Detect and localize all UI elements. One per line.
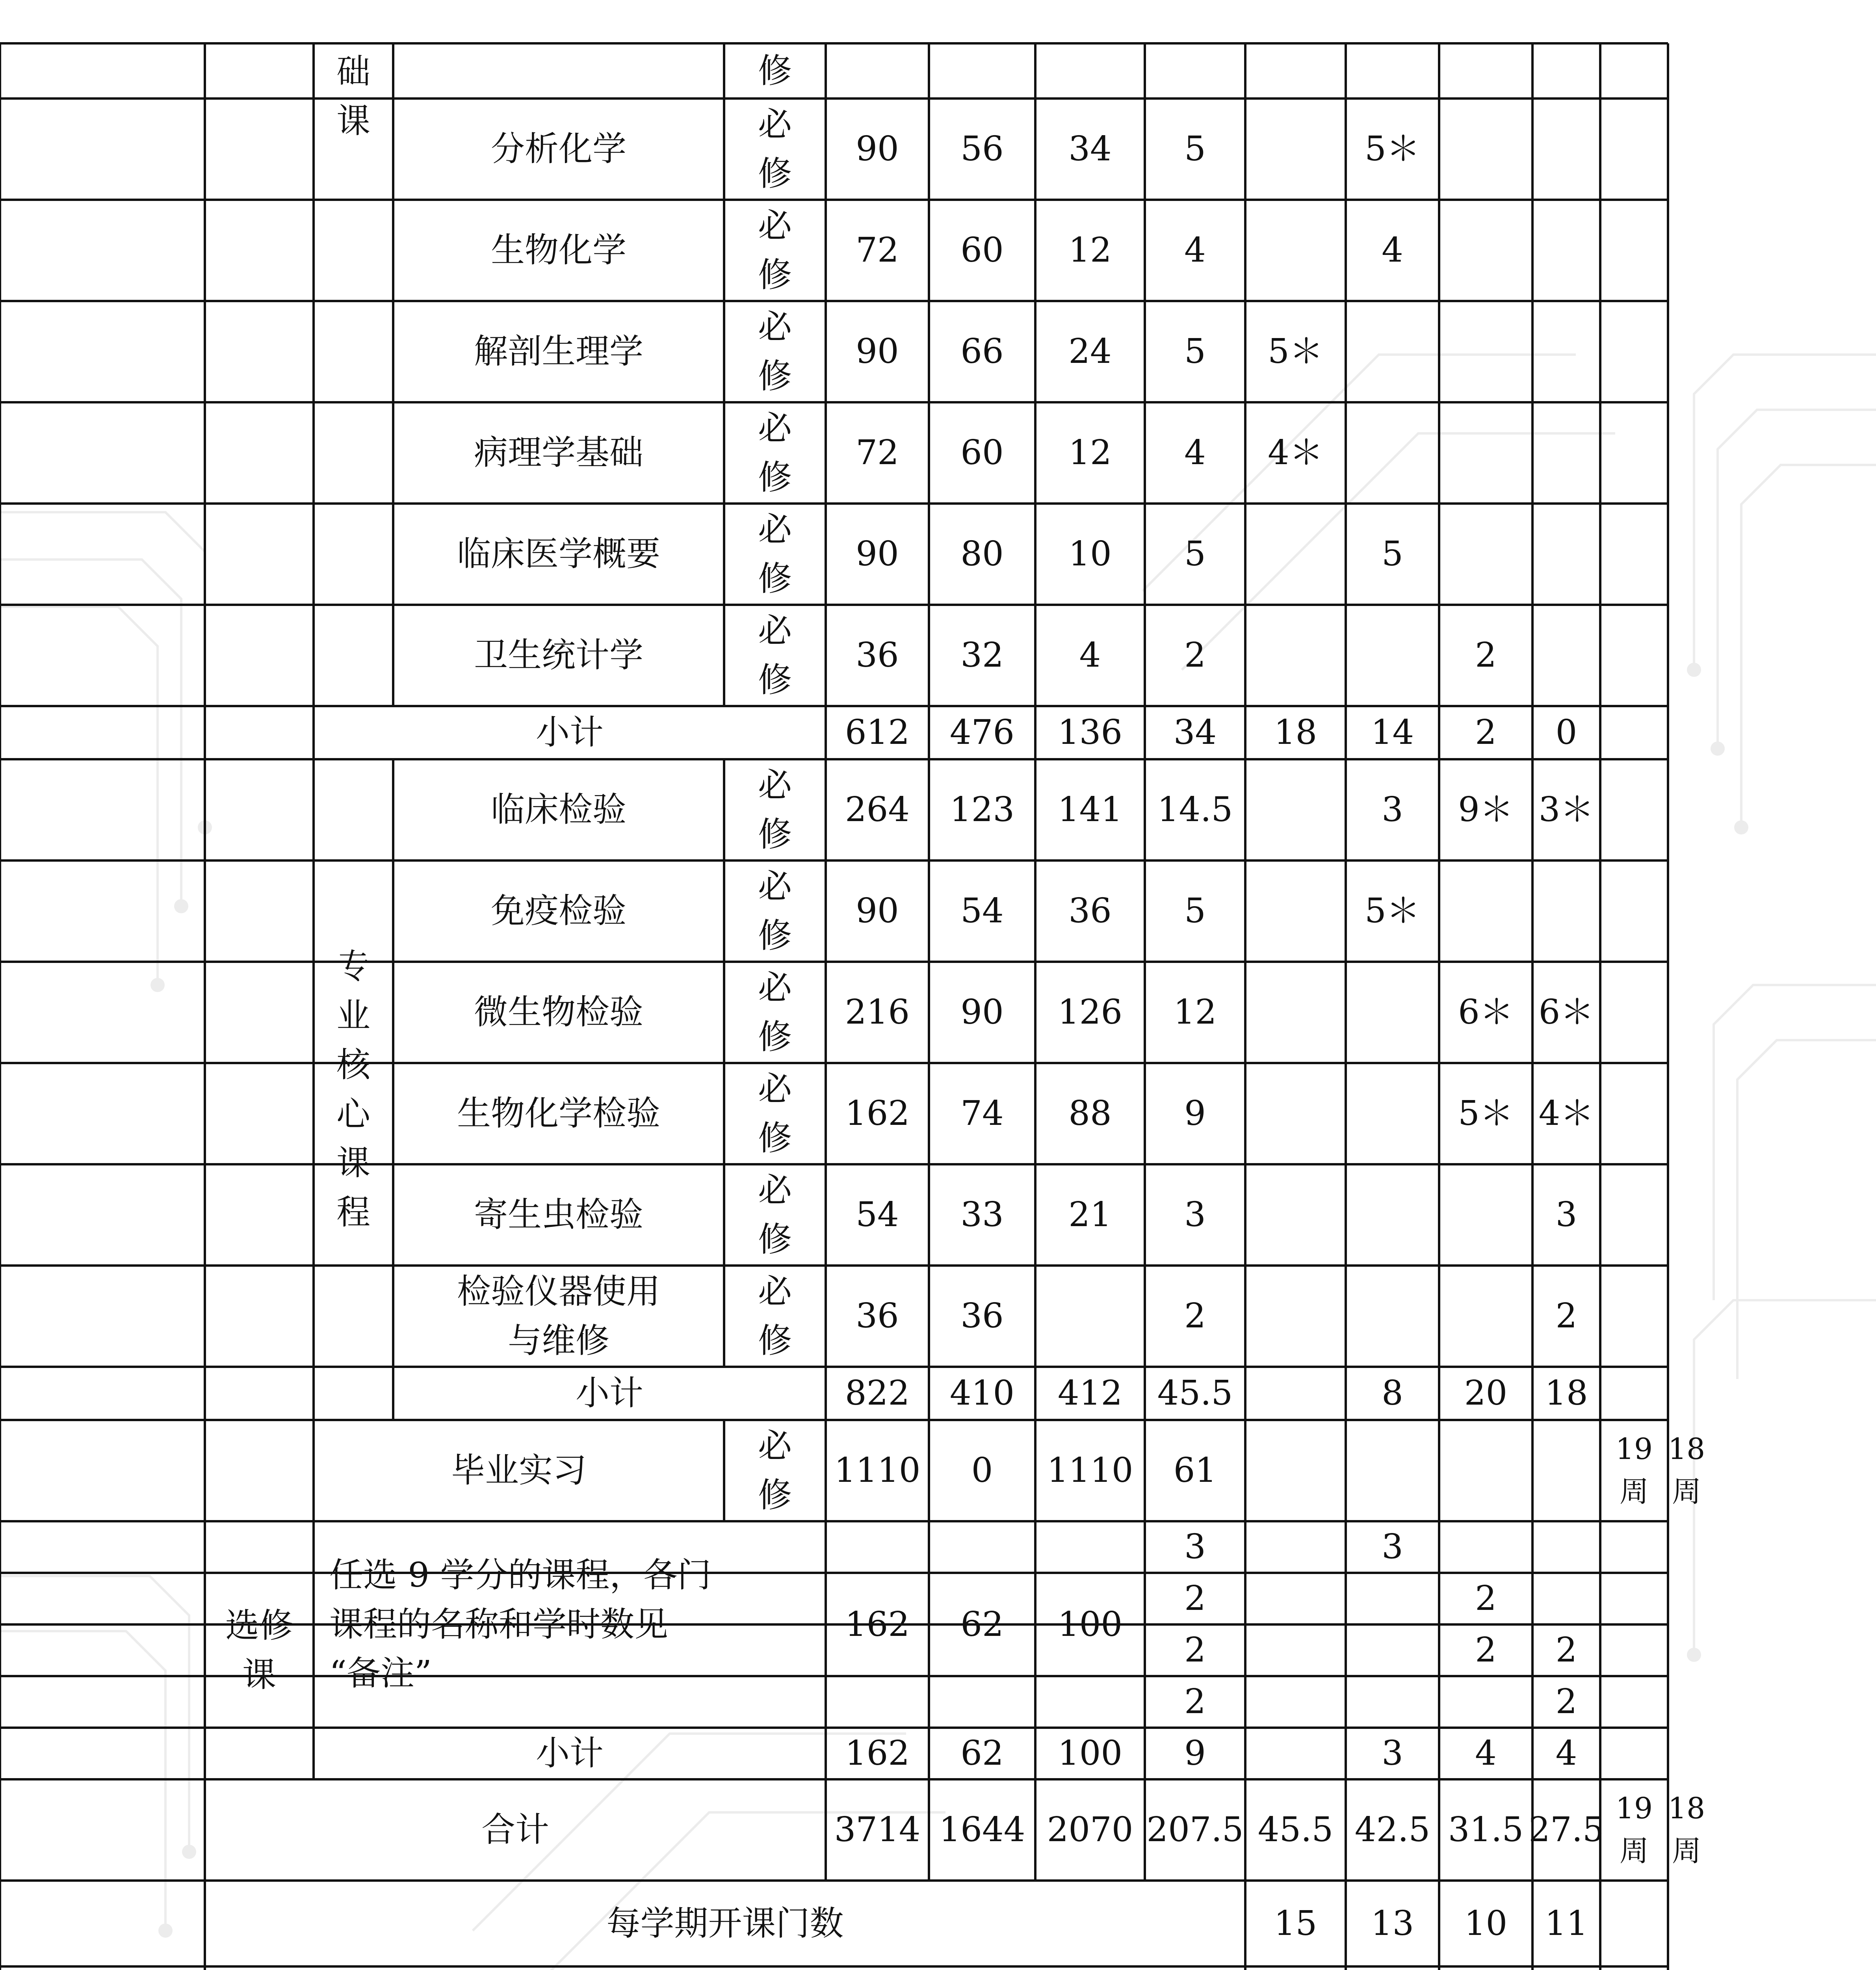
- required-type-cell: 必 修: [758, 307, 792, 396]
- weeks-cell: 18 周: [1668, 1792, 1705, 1868]
- data-cell: [1600, 1521, 1668, 1573]
- data-cell: [1439, 301, 1532, 402]
- data-cell: 14.5: [1157, 790, 1233, 830]
- subtotal-cell: 14: [1371, 713, 1414, 753]
- data-cell: 72: [856, 433, 899, 473]
- required-type-cell: 必 修: [758, 611, 792, 700]
- data-cell: 2: [1184, 636, 1206, 675]
- subtotal-cell: 18: [1274, 713, 1317, 753]
- data-cell: [1439, 1266, 1532, 1367]
- data-cell: [1245, 1573, 1346, 1624]
- required-type-cell: 必 修: [758, 968, 792, 1057]
- data-cell: 3: [1382, 1527, 1403, 1567]
- data-cell: 24: [1068, 332, 1112, 372]
- data-cell: [1346, 1063, 1439, 1164]
- weeks-cell: 19 周: [1615, 1792, 1653, 1868]
- subtotal-cell: 136: [1057, 713, 1123, 753]
- data-cell: 2: [1555, 1296, 1577, 1336]
- data-cell: 100: [1057, 1604, 1123, 1644]
- subtotal-label: 小计: [536, 1734, 604, 1773]
- data-cell: 60: [960, 230, 1004, 270]
- data-cell: [1346, 1624, 1439, 1676]
- data-cell: 36: [1068, 891, 1112, 931]
- data-cell: 88: [1068, 1094, 1112, 1134]
- summary-cell: 13: [1371, 1903, 1414, 1943]
- data-cell: 9＊: [1458, 790, 1514, 830]
- data-cell: [1600, 1063, 1668, 1164]
- data-cell: [1600, 1266, 1668, 1367]
- data-cell: [1439, 1521, 1532, 1573]
- data-cell: [1346, 402, 1439, 504]
- total-cell: 42.5: [1354, 1810, 1430, 1850]
- required-type-cell: 必 修: [758, 1271, 792, 1360]
- data-cell: [929, 43, 1035, 98]
- data-cell: [1600, 504, 1668, 605]
- total-cell: 3714: [834, 1810, 921, 1850]
- data-cell: 4: [1184, 230, 1206, 270]
- course-name-cell: 免疫检验: [491, 891, 626, 931]
- course-name-cell: [393, 43, 724, 98]
- data-cell: 21: [1068, 1195, 1112, 1235]
- data-cell: [1245, 1266, 1346, 1367]
- data-cell: [1532, 605, 1600, 706]
- data-cell: 36: [856, 636, 899, 675]
- data-cell: [1245, 1420, 1346, 1521]
- data-cell: 66: [960, 332, 1004, 372]
- course-name-cell: 临床检验: [491, 790, 626, 830]
- data-cell: [1600, 1573, 1668, 1624]
- course-name-cell: 生物化学: [491, 230, 626, 270]
- data-cell: [1439, 43, 1532, 98]
- subtotal-cell: 20: [1464, 1373, 1508, 1413]
- total-cell: 45.5: [1257, 1810, 1334, 1850]
- total-label: 合计: [481, 1810, 549, 1850]
- required-type-cell: 修: [758, 51, 792, 91]
- subtotal-label: 小计: [536, 713, 604, 753]
- subtotal-cell: [1245, 1367, 1346, 1420]
- data-cell: 2: [1184, 1630, 1206, 1670]
- internship-label: 毕业实习: [451, 1451, 587, 1491]
- data-cell: 10: [1068, 534, 1112, 574]
- data-cell: [1346, 1676, 1439, 1728]
- data-cell: 2: [1555, 1630, 1577, 1670]
- subtotal-cell: 2: [1475, 713, 1497, 753]
- data-cell: 72: [856, 230, 899, 270]
- data-cell: [1439, 98, 1532, 200]
- data-cell: 54: [960, 891, 1004, 931]
- data-cell: [1035, 43, 1145, 98]
- data-cell: [1346, 1420, 1439, 1521]
- data-cell: [1245, 1676, 1346, 1728]
- subtotal-cell: 4: [1475, 1734, 1497, 1773]
- course-group-label: 础 课: [336, 52, 370, 141]
- subtotal-cell: 100: [1057, 1734, 1123, 1773]
- data-cell: 4: [1382, 230, 1403, 270]
- weeks-cell: 18 周: [1668, 1432, 1705, 1509]
- required-type-cell: 必 修: [758, 206, 792, 295]
- data-cell: [1532, 301, 1600, 402]
- subtotal-cell: 45.5: [1157, 1373, 1233, 1413]
- data-cell: [1346, 962, 1439, 1063]
- data-cell: 123: [949, 790, 1015, 830]
- required-type-cell: 必 修: [758, 1170, 792, 1259]
- summary-label: [205, 1966, 1245, 1970]
- required-type-cell: 必 修: [758, 765, 792, 854]
- data-cell: 9: [1184, 1094, 1206, 1134]
- course-name-cell: 分析化学: [491, 129, 626, 169]
- required-type-cell: 必 修: [758, 104, 792, 193]
- data-cell: [1600, 1624, 1668, 1676]
- data-cell: [1035, 1266, 1145, 1367]
- summary-cell: [1245, 1966, 1346, 1970]
- data-cell: 90: [856, 534, 899, 574]
- course-category-cell: [205, 43, 314, 1521]
- data-cell: 4＊: [1268, 433, 1323, 473]
- data-cell: [1532, 200, 1600, 301]
- required-type-cell: 必 修: [758, 1069, 792, 1158]
- data-cell: [1245, 860, 1346, 962]
- data-cell: [1439, 200, 1532, 301]
- subtotal-cell: 4: [1555, 1734, 1577, 1773]
- data-cell: 5: [1184, 332, 1206, 372]
- required-type-cell: 必 修: [758, 866, 792, 955]
- data-cell: [1532, 402, 1600, 504]
- subtotal-cell: 0: [1555, 713, 1577, 753]
- course-name-cell: 病理学基础: [474, 433, 643, 473]
- data-cell: [1439, 1164, 1532, 1266]
- data-cell: 5: [1382, 534, 1403, 574]
- course-name-cell: 寄生虫检验: [474, 1195, 643, 1235]
- data-cell: 4＊: [1538, 1094, 1594, 1134]
- data-cell: 80: [960, 534, 1004, 574]
- data-cell: 162: [845, 1094, 910, 1134]
- data-cell: 162: [845, 1604, 910, 1644]
- course-group-label: 专 业 核 心 课 程: [336, 947, 370, 1232]
- data-cell: 90: [856, 332, 899, 372]
- data-cell: [1600, 200, 1668, 301]
- data-cell: [826, 43, 929, 98]
- course-name-cell: 生物化学检验: [457, 1094, 660, 1134]
- data-cell: 3＊: [1538, 790, 1594, 830]
- data-cell: 2: [1475, 1630, 1497, 1670]
- subtotal-cell: [1600, 1728, 1668, 1779]
- data-cell: [1145, 43, 1245, 98]
- data-cell: 61: [1173, 1451, 1217, 1491]
- data-cell: [1532, 860, 1600, 962]
- subtotal-cell: 9: [1184, 1734, 1206, 1773]
- data-cell: [1346, 1573, 1439, 1624]
- data-cell: 12: [1068, 230, 1112, 270]
- summary-cell: 11: [1545, 1903, 1588, 1943]
- summary-cell: 10: [1464, 1903, 1508, 1943]
- subtotal-cell: 162: [845, 1734, 910, 1773]
- data-cell: [1439, 1676, 1532, 1728]
- subtotal-label: 小计: [576, 1373, 643, 1413]
- data-cell: 54: [856, 1195, 899, 1235]
- data-cell: 3: [1184, 1195, 1206, 1235]
- data-cell: 1110: [1047, 1451, 1133, 1491]
- course-name-cell: 卫生统计学: [474, 636, 643, 675]
- subtotal-cell: 34: [1173, 713, 1217, 753]
- data-cell: [1346, 605, 1439, 706]
- summary-cell: 15: [1274, 1903, 1317, 1943]
- data-cell: [1245, 1624, 1346, 1676]
- data-cell: [1245, 759, 1346, 860]
- data-cell: [1346, 43, 1439, 98]
- data-cell: [1532, 43, 1600, 98]
- weeks-cell: 19 周: [1615, 1432, 1653, 1509]
- subtotal-cell: 612: [845, 713, 910, 753]
- data-cell: [1245, 43, 1346, 98]
- data-cell: 6＊: [1538, 992, 1594, 1032]
- data-cell: 5＊: [1458, 1094, 1514, 1134]
- summary-cell: [1600, 1881, 1668, 1966]
- total-cell: 2070: [1047, 1810, 1133, 1850]
- data-cell: 4: [1184, 433, 1206, 473]
- data-cell: 34: [1068, 129, 1112, 169]
- data-cell: [1439, 402, 1532, 504]
- data-cell: 90: [856, 891, 899, 931]
- data-cell: 6＊: [1458, 992, 1514, 1032]
- data-cell: [1532, 1521, 1600, 1573]
- subtotal-cell: 62: [960, 1734, 1004, 1773]
- data-cell: 62: [960, 1604, 1004, 1644]
- subtotal-cell: [1600, 1367, 1668, 1420]
- data-cell: [1600, 98, 1668, 200]
- required-type-cell: 必 修: [758, 1426, 792, 1515]
- subtotal-cell: 410: [949, 1373, 1015, 1413]
- data-cell: [1346, 1266, 1439, 1367]
- summary-cell: [1346, 1966, 1439, 1970]
- data-cell: 3: [1382, 790, 1403, 830]
- data-cell: 36: [856, 1296, 899, 1336]
- data-cell: 32: [960, 636, 1004, 675]
- subtotal-cell: [1600, 706, 1668, 759]
- data-cell: [1532, 504, 1600, 605]
- summary-cell: [1439, 1966, 1532, 1970]
- data-cell: [1600, 605, 1668, 706]
- data-cell: [1600, 1164, 1668, 1266]
- data-cell: 5＊: [1365, 129, 1420, 169]
- subtotal-cell: 18: [1545, 1373, 1588, 1413]
- course-category-cell: 选修 课: [225, 1606, 293, 1695]
- data-cell: 74: [960, 1094, 1004, 1134]
- subtotal-cell: 822: [845, 1373, 910, 1413]
- required-type-cell: 必 修: [758, 408, 792, 497]
- data-cell: [1245, 200, 1346, 301]
- data-cell: [1245, 1063, 1346, 1164]
- data-cell: 126: [1057, 992, 1123, 1032]
- data-cell: [1245, 504, 1346, 605]
- data-cell: [1532, 1573, 1600, 1624]
- data-cell: [1600, 962, 1668, 1063]
- data-cell: [1600, 1676, 1668, 1728]
- course-name-cell: 临床医学概要: [457, 534, 660, 574]
- data-cell: 2: [1475, 636, 1497, 675]
- total-cell: 1644: [939, 1810, 1025, 1850]
- data-cell: [1600, 402, 1668, 504]
- data-cell: [1346, 301, 1439, 402]
- data-cell: [1532, 1420, 1600, 1521]
- data-cell: [1245, 1164, 1346, 1266]
- data-cell: 90: [856, 129, 899, 169]
- data-cell: 90: [960, 992, 1004, 1032]
- data-cell: [1600, 43, 1668, 98]
- summary-label: 每学期开课门数: [606, 1903, 844, 1943]
- data-cell: [1600, 860, 1668, 962]
- subtotal-cell: [1245, 1728, 1346, 1779]
- data-cell: [1532, 98, 1600, 200]
- required-type-cell: 必 修: [758, 509, 792, 598]
- course-name-cell: 检验仪器使用 与维修: [457, 1271, 660, 1360]
- data-cell: 5: [1184, 534, 1206, 574]
- data-cell: [1439, 504, 1532, 605]
- summary-cell: [1532, 1966, 1600, 1970]
- data-cell: [1346, 1164, 1439, 1266]
- data-cell: [1600, 301, 1668, 402]
- data-cell: 33: [960, 1195, 1004, 1235]
- data-cell: 2: [1184, 1579, 1206, 1619]
- elective-description: 任选 9 学分的课程，各门 课程的名称和学时数见 “备注”: [329, 1555, 711, 1693]
- subtotal-cell: 3: [1382, 1734, 1403, 1773]
- course-name-cell: 解剖生理学: [474, 332, 643, 372]
- data-cell: 60: [960, 433, 1004, 473]
- data-cell: 56: [960, 129, 1004, 169]
- data-cell: 2: [1555, 1682, 1577, 1722]
- data-cell: 12: [1068, 433, 1112, 473]
- total-cell: 207.5: [1146, 1810, 1244, 1850]
- data-cell: 3: [1555, 1195, 1577, 1235]
- data-cell: [1245, 962, 1346, 1063]
- data-cell: [1439, 860, 1532, 962]
- data-cell: 0: [971, 1451, 993, 1491]
- subtotal-cell: 8: [1382, 1373, 1403, 1413]
- data-cell: 2: [1184, 1296, 1206, 1336]
- data-cell: 5: [1184, 891, 1206, 931]
- data-cell: [1245, 605, 1346, 706]
- data-cell: [1439, 1420, 1532, 1521]
- subtotal-cell: 476: [949, 713, 1015, 753]
- data-cell: 5＊: [1365, 891, 1420, 931]
- data-cell: [1600, 759, 1668, 860]
- data-cell: 5: [1184, 129, 1206, 169]
- data-cell: 264: [845, 790, 910, 830]
- data-cell: 216: [845, 992, 910, 1032]
- data-cell: 141: [1057, 790, 1123, 830]
- data-cell: 5＊: [1268, 332, 1323, 372]
- data-cell: 2: [1475, 1579, 1497, 1619]
- data-cell: 2: [1184, 1682, 1206, 1722]
- data-cell: 3: [1184, 1527, 1206, 1567]
- course-name-cell: 微生物检验: [474, 992, 643, 1032]
- subtotal-cell: 412: [1057, 1373, 1123, 1413]
- data-cell: [1245, 98, 1346, 200]
- total-cell: 27.5: [1529, 1810, 1604, 1850]
- data-cell: 36: [960, 1296, 1004, 1336]
- data-cell: 4: [1079, 636, 1101, 675]
- data-cell: 1110: [834, 1451, 921, 1491]
- data-cell: [1245, 1521, 1346, 1573]
- data-cell: 12: [1173, 992, 1217, 1032]
- summary-cell: [1600, 1966, 1668, 1970]
- total-cell: 31.5: [1448, 1810, 1524, 1850]
